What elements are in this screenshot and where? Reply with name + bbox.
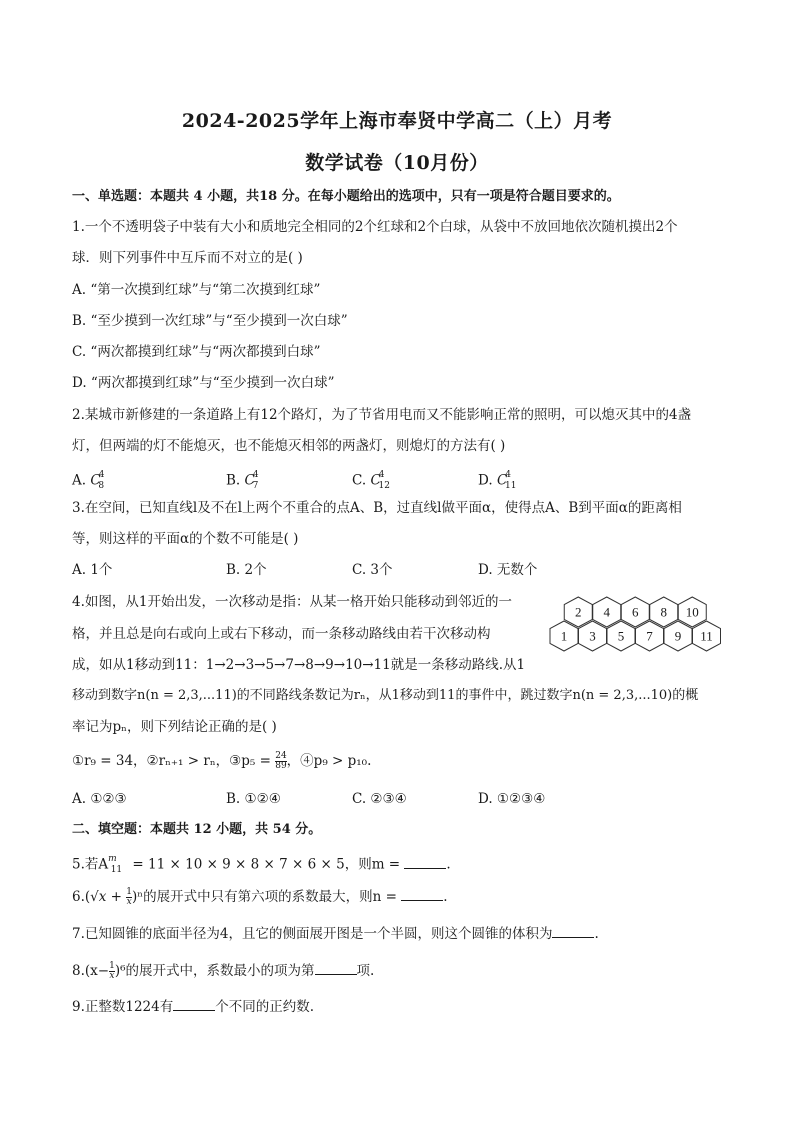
q1-option-d: D. “两次都摸到红球”与“至少摸到一次白球” bbox=[72, 375, 335, 391]
hex-label: 10 bbox=[685, 604, 699, 620]
q8-fraction: $\frac{1}{x}$ bbox=[109, 961, 115, 981]
q2-option-c: C. $C^4_{12}$ bbox=[352, 470, 390, 492]
q1-option-b: B. “至少摸到一次红球”与“至少摸到一次白球” bbox=[72, 313, 348, 329]
hex-label: 9 bbox=[674, 628, 682, 644]
q4-option-b: B. ①②④ bbox=[226, 791, 281, 807]
q5-answer-blank[interactable] bbox=[404, 856, 446, 869]
hexagon-grid-svg bbox=[546, 594, 726, 656]
q7-answer-blank[interactable] bbox=[552, 925, 594, 938]
hex-cell-9 bbox=[664, 621, 692, 651]
q2-line1: 2.某城市新修建的一条道路上有12个路灯，为了节省用电而又不能影响正常的照明，可以熄灭其中的4盏 bbox=[72, 407, 692, 423]
q3-option-c: C. 3个 bbox=[352, 562, 393, 578]
hex-label: 3 bbox=[589, 628, 596, 644]
q3-line1: 3.在空间，已知直线l及不在l上两个不重合的点A、B，过直线l做平面α，使得点A、B到平面α的距离相 bbox=[72, 500, 682, 516]
q4-line1: 4.如图，从1开始出发，一次移动是指：从某一格开始只能移动到邻近的一 bbox=[72, 594, 512, 610]
hex-cell-5 bbox=[607, 621, 635, 651]
q4-fraction: $\frac{24}{89}$ bbox=[275, 751, 287, 771]
q4-line2: 格，并且总是向右或向上或右下移动，而一条移动路线由若干次移动构 bbox=[72, 626, 491, 642]
hex-cell-3 bbox=[579, 621, 607, 651]
q1-option-a: A. “第一次摸到红球”与“第二次摸到红球” bbox=[72, 282, 321, 298]
q3-option-a: A. 1个 bbox=[72, 562, 113, 578]
q7: 7.已知圆锥的底面半径为4，且它的侧面展开图是一个半圆，则这个圆锥的体积为 . bbox=[72, 926, 599, 942]
hex-cell-1 bbox=[550, 621, 578, 651]
section2-header: 二、填空题：本题共 12 小题，共 54 分。 bbox=[72, 822, 322, 837]
hex-cell-8 bbox=[650, 597, 678, 627]
hex-label: 7 bbox=[646, 628, 653, 644]
q2-option-a: A. $C^4_8$ bbox=[72, 470, 105, 492]
q3-option-b: B. 2个 bbox=[226, 562, 267, 578]
exam-title: 2024-2025学年上海市奉贤中学高二（上）月考 bbox=[181, 110, 613, 132]
hex-cell-2 bbox=[564, 597, 592, 627]
q4-option-d: D. ①②③④ bbox=[478, 791, 546, 807]
hex-cell-10 bbox=[678, 597, 706, 627]
hex-cell-7 bbox=[636, 621, 664, 651]
q1-line2: 球．则下列事件中互斥而不对立的是( ) bbox=[72, 250, 303, 266]
q4-line5: 率记为pₙ，则下列结论正确的是( ) bbox=[72, 719, 277, 735]
hex-label: 6 bbox=[632, 604, 639, 620]
q9-answer-blank[interactable] bbox=[173, 998, 215, 1011]
q3-line2: 等，则这样的平面α的个数不可能是( ) bbox=[72, 531, 299, 547]
q8: 8.(x− $\frac{1}{x}$ )⁶的展开式中，系数最小的项为第 项. bbox=[72, 961, 375, 981]
hex-label: 2 bbox=[575, 604, 582, 620]
q1-option-c: C. “两次都摸到红球”与“两次都摸到白球” bbox=[72, 344, 321, 360]
q5: 5.若$A^m_{11} = 11 \times 10 \times 9 \times 8 \times 7 \times 6 \times 5$，则m = . bbox=[72, 854, 451, 876]
q4-line3: 成，如从1移动到11：1→2→3→5→7→8→9→10→11就是一条移动路线.从1 bbox=[72, 657, 526, 673]
hexagon-grid-figure bbox=[546, 594, 726, 656]
hex-label: 11 bbox=[700, 628, 713, 644]
q4-line4: 移动到数字n(n = 2,3,...11)的不同路线条数记为rₙ，从1移动到11的事件中，跳过数字n(n = 2,3,...10)的概 bbox=[72, 688, 699, 703]
hex-cell-11 bbox=[693, 621, 721, 651]
q2-option-d: D. $C^4_{11}$ bbox=[478, 470, 517, 492]
exam-subtitle: 数学试卷（10月份） bbox=[305, 152, 489, 174]
q9: 9.正整数1224有 个不同的正约数. bbox=[72, 999, 315, 1015]
q2-option-b: B. $C^4_7$ bbox=[226, 470, 259, 492]
q4-option-c: C. ②③④ bbox=[352, 791, 407, 807]
q1-line1: 1.一个不透明袋子中装有大小和质地完全相同的2个红球和2个白球，从袋中不放回地依次随机摸出2个 bbox=[72, 219, 678, 235]
q8-answer-blank[interactable] bbox=[315, 962, 357, 975]
q3-option-d: D. 无数个 bbox=[478, 562, 538, 578]
q6-fraction: $\frac{1}{x}$ bbox=[126, 887, 133, 907]
hex-label: 8 bbox=[660, 604, 667, 620]
hex-label: 5 bbox=[617, 628, 625, 644]
q6: 6.(√x + $\frac{1}{x}$ )ⁿ的展开式中只有第六项的系数最大，则n = . bbox=[72, 887, 448, 907]
hex-label: 4 bbox=[603, 604, 610, 620]
hex-cell-4 bbox=[593, 597, 621, 627]
q4-statements: ①r₉ = 34，②rₙ₊₁ > rₙ，③p₅ = $\frac{24}{89}$ ，④p₉ > p₁₀. bbox=[72, 751, 372, 771]
q4-option-a: A. ①②③ bbox=[72, 791, 127, 807]
q6-answer-blank[interactable] bbox=[401, 888, 443, 901]
section1-header: 一、单选题：本题共 4 小题，共18 分。在每小题给出的选项中，只有一项是符合题目要求的。 bbox=[72, 189, 620, 204]
hex-cell-6 bbox=[621, 597, 649, 627]
q2-line2: 灯，但两端的灯不能熄灭，也不能熄灭相邻的两盏灯，则熄灯的方法有( ) bbox=[72, 438, 506, 454]
hex-label: 1 bbox=[560, 628, 568, 644]
